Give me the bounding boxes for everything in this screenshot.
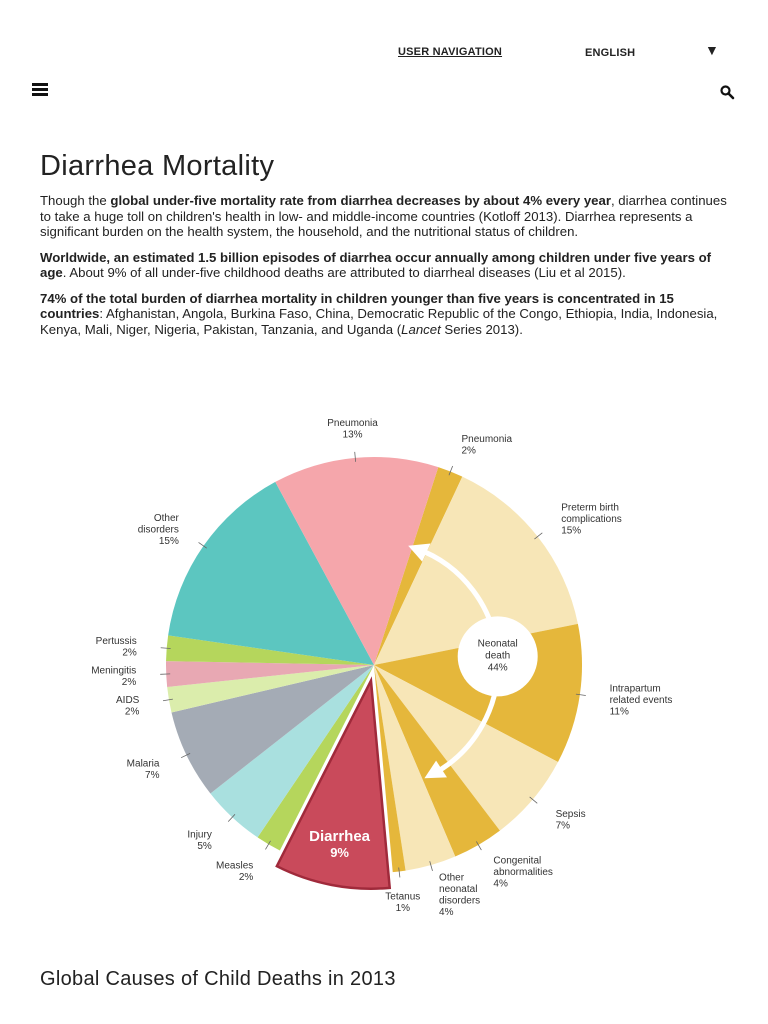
emphasis: global under-five mortality rate from diarrhea decreases by about 4% every year: [110, 193, 611, 208]
page-title: Diarrhea Mortality: [40, 150, 275, 182]
menu-bar: [32, 83, 48, 86]
chart-label-aids: AIDS: [116, 695, 140, 707]
chart-label-other-disorders: 15%: [158, 536, 179, 548]
chart-label-measles: 2%: [238, 871, 254, 883]
chart-label-preterm-birth-complications: 15%: [561, 525, 582, 537]
chart-label-meningitis: Meningitis: [91, 665, 137, 677]
chart-label-congenital-abnormalities: abnormalities: [493, 866, 553, 878]
hamburger-icon[interactable]: [32, 83, 48, 96]
chart-label-congenital-abnormalities: 4%: [493, 878, 508, 890]
chart-label-pneumonia: Pneumonia: [327, 418, 378, 430]
child-deaths-pie-chart: [91, 418, 673, 919]
chart-label-injury: 5%: [197, 840, 212, 852]
user-navigation-link[interactable]: USER NAVIGATION: [398, 46, 503, 58]
article-body: [40, 193, 730, 347]
chart-label-malaria: Malaria: [126, 758, 160, 770]
chart-label-intrapartum-related-events: related events: [609, 694, 673, 706]
chart-label-sepsis: 7%: [555, 820, 571, 832]
chart-label-other-neonatal-disorders: neonatal: [439, 884, 478, 896]
search-icon[interactable]: [720, 85, 734, 99]
language-dropdown-icon[interactable]: ▼: [705, 42, 719, 58]
emphasis: Worldwide, an estimated 1.5 billion episodes of diarrhea occur annually among children under five years of age: [40, 249, 712, 280]
chart-label-sepsis: Sepsis: [555, 809, 586, 821]
chart-label-preterm-birth-complications: Preterm birth: [561, 502, 619, 514]
chart-label-malaria: 7%: [145, 769, 160, 781]
chart-label-meningitis: 2%: [121, 677, 137, 689]
chart-label-measles: Measles: [216, 860, 254, 872]
chart-label-other-neonatal-disorders: disorders: [439, 895, 481, 907]
chart-label-aids: 2%: [124, 706, 140, 718]
chart-label-pertussis: 2%: [122, 647, 137, 659]
chart-label-injury: Injury: [187, 829, 212, 841]
chart-label-other-disorders: Other: [153, 513, 179, 525]
chart-label-pneumonia: 2%: [461, 445, 476, 457]
chart-label-congenital-abnormalities: Congenital: [493, 855, 542, 867]
paragraph-1: [40, 193, 730, 240]
chart-caption: Global Causes of Child Deaths in 2013: [40, 968, 396, 990]
chart-label-pertussis: Pertussis: [95, 636, 137, 648]
paragraph-3: [40, 291, 730, 338]
chart-label-tetanus: 1%: [395, 903, 411, 915]
chart-label-intrapartum-related-events: Intrapartum: [609, 683, 661, 695]
chart-label-intrapartum-related-events: 11%: [609, 706, 629, 718]
chart-label-other-neonatal-disorders: 4%: [439, 907, 454, 919]
emphasis: 74% of the total burden of diarrhea mortality in children younger than five years is concentrated in 15 countries: [40, 290, 674, 321]
text: . About 9% of all under-five childhood deaths are attributed to diarrheal diseases (Liu et al 2015).: [62, 265, 626, 280]
chart-label-diarrhea: Diarrhea: [309, 828, 371, 846]
neonatal-center-label: Neonatal: [477, 638, 518, 650]
text: Though the: [40, 193, 111, 208]
text: : Afghanistan, Angola, Burkina Faso, China, Democratic Republic of the Congo, Ethiopia, India, Indonesia, Kenya, Mali, Niger, Nigeria, Pakistan, Tanzania, and Uganda (: [40, 306, 718, 337]
chart-label-other-disorders: disorders: [137, 524, 179, 536]
neonatal-center-label: death: [485, 650, 511, 662]
chart-label-pneumonia: 13%: [342, 429, 363, 441]
chart-label-other-neonatal-disorders: Other: [439, 872, 465, 884]
chart-label-tetanus: Tetanus: [385, 891, 421, 903]
chart-label-diarrhea: 9%: [330, 845, 349, 861]
language-selector[interactable]: ENGLISH: [585, 47, 636, 59]
journal-name: Lancet: [401, 321, 441, 337]
menu-bar: [32, 93, 48, 96]
chart-label-pneumonia: Pneumonia: [461, 433, 513, 445]
chart-label-preterm-birth-complications: complications: [561, 514, 622, 526]
top-navigation: [0, 42, 768, 66]
paragraph-2: [40, 250, 730, 281]
neonatal-center-label: 44%: [487, 662, 508, 674]
text: , diarrhea continues to take a huge toll on children's health in low- and middle-income countries (Kotloff 2013). Diarrhea represents a significant burden on the health system, the household, and the nutritional status of children.: [40, 193, 727, 239]
text: Series 2013).: [440, 321, 523, 337]
menu-bar: [32, 88, 48, 91]
